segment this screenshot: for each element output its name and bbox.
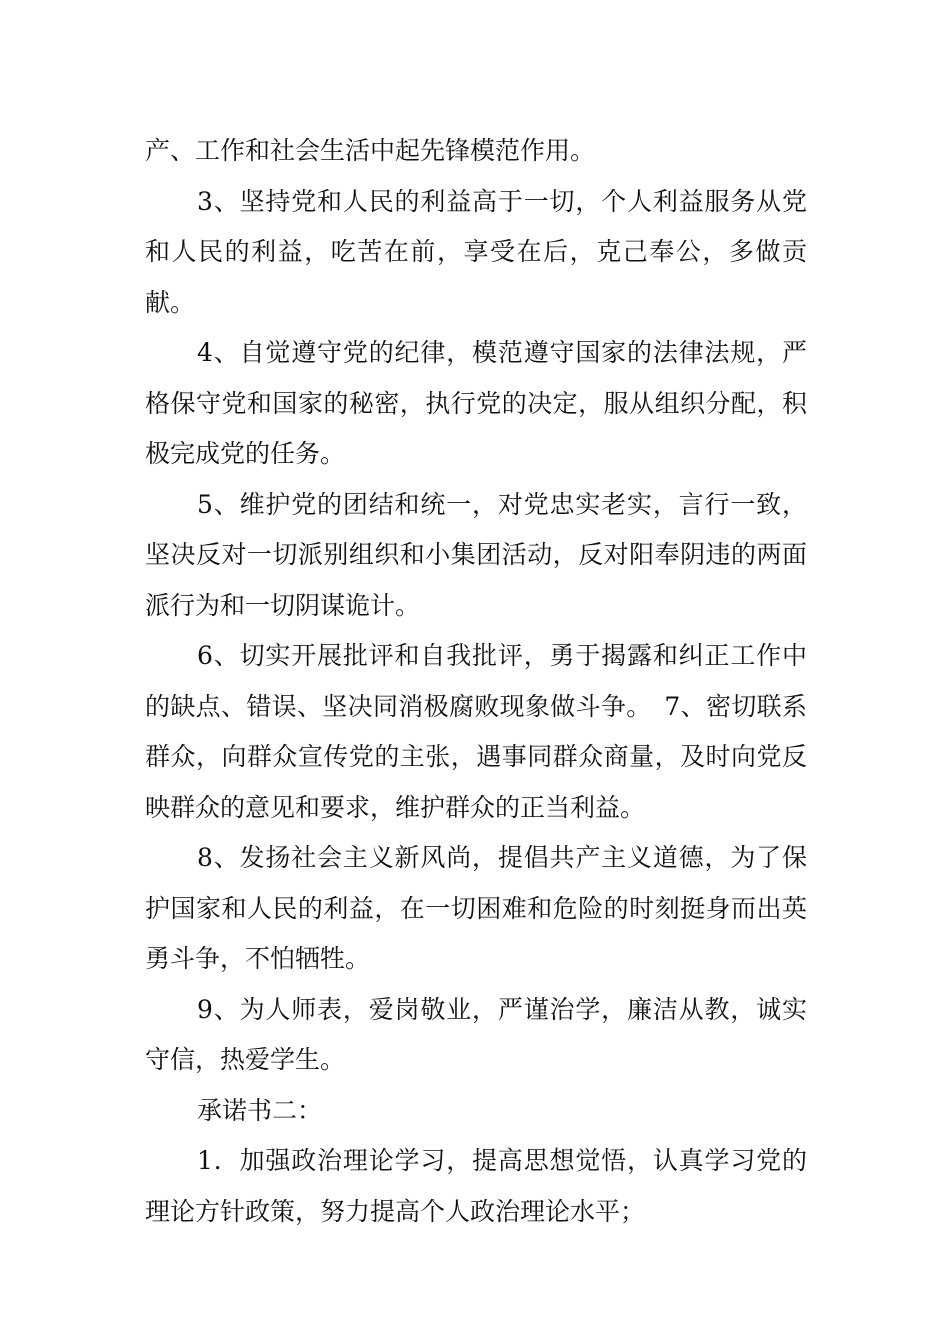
paragraph-continuation: 产、工作和社会生活中起先锋模范作用。 — [145, 136, 596, 165]
paragraph-item-8: 8、发扬社会主义新风尚，提倡共产主义道德，为了保护国家和人民的利益，在一切困难和危险的时刻挺身而出英勇斗争，不怕牺牲。 — [145, 843, 807, 973]
document-page — [145, 126, 807, 1237]
paragraph-item-4: 4、自觉遵守党的纪律，模范遵守国家的法律法规，严格保守党和国家的秘密，执行党的决定，服从组织分配，积极完成党的任务。 — [145, 338, 807, 468]
section-heading: 承诺书二： — [197, 1095, 323, 1125]
paragraph-item-6-7: 6、切实开展批评和自我批评，勇于揭露和纠正工作中的缺点、错误、坚决同消极腐败现象做斗争。 7、密切联系群众，向群众宣传党的主张，遇事同群众商量，及时向党反映群众的意见和要求，维护群众的正当利益。 — [145, 641, 807, 822]
paragraph-item-9: 9、为人师表，爱岗敬业，严谨治学，廉洁从教，诚实守信，热爱学生。 — [145, 994, 807, 1074]
paragraph-item-5: 5、维护党的团结和统一，对党忠实老实，言行一致，坚决反对一切派别组织和小集团活动，反对阳奉阴违的两面派行为和一切阴谋诡计。 — [145, 489, 807, 620]
paragraph-item-3: 3、坚持党和人民的利益高于一切，个人利益服务从党和人民的利益，吃苦在前，享受在后，克己奉公，多做贡献。 — [145, 186, 807, 317]
paragraph-pledge2-item-1: 1．加强政治理论学习，提高思想觉悟，认真学习党的理论方针政策，努力提高个人政治理论水平； — [145, 1146, 807, 1226]
